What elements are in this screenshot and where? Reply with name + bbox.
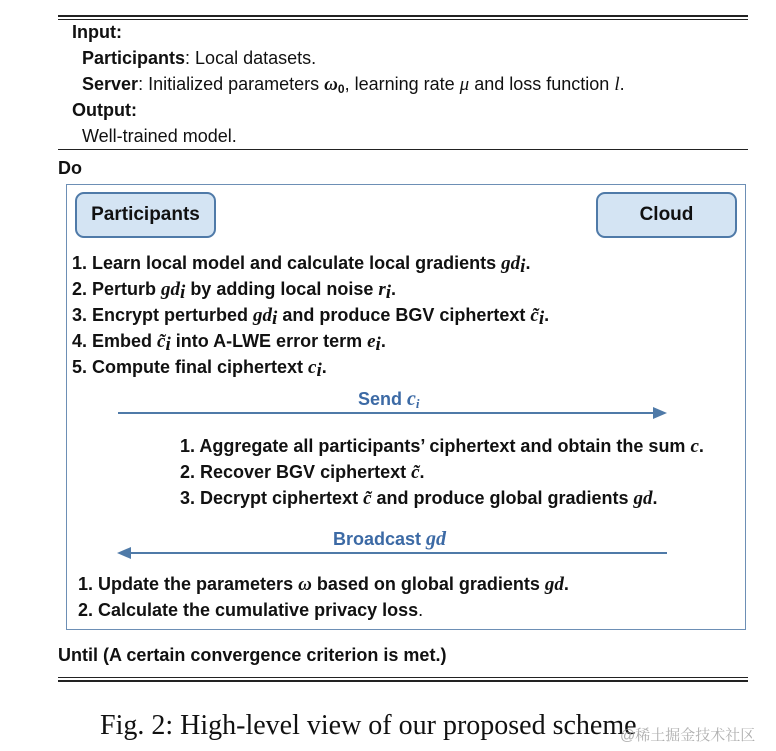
header-divider — [58, 149, 748, 150]
participants-text: : Local datasets. — [185, 48, 317, 68]
update-step-1: 1. Update the parameters ω based on global gradients gd. — [78, 574, 569, 595]
server-input-line — [82, 74, 625, 96]
broadcast-arrow-label: Broadcast gd — [333, 528, 447, 550]
cloud-step-2: 2. Recover BGV ciphertext c̃. — [180, 462, 425, 483]
server-text-3: and loss function — [469, 74, 615, 94]
participant-step-4: 4. Embed $c̃_i$ into A-LWE error term $e_i$. — [72, 331, 386, 355]
bottom-rule-2 — [58, 680, 748, 682]
bottom-rule-1 — [58, 677, 748, 678]
participant-step-1: 1. Learn local model and calculate local gradients $gd_i$. — [72, 253, 531, 277]
figure-caption: Fig. 2: High-level view of our proposed scheme — [100, 710, 637, 741]
cloud-step-1: 1. Aggregate all participants’ ciphertext and obtain the sum c. — [180, 436, 704, 457]
server-loss: l — [614, 74, 620, 95]
send-arrow-label: Send $c_i$ — [358, 388, 420, 411]
server-text-4: . — [619, 74, 625, 94]
broadcast-arrow — [115, 544, 675, 562]
top-rule-1 — [58, 15, 748, 17]
server-param: ω — [324, 74, 338, 95]
participants-box: Participants — [75, 192, 216, 238]
output-label: Output: — [72, 100, 137, 120]
until-text: Until (A certain convergence criterion is met.) — [58, 645, 447, 665]
server-label: Server — [82, 74, 139, 94]
server-lr: μ — [459, 74, 470, 95]
server-text-2: , learning rate — [344, 74, 460, 94]
cloud-step-3: 3. Decrypt ciphertext c̃ and produce global gradients gd. — [180, 488, 658, 509]
watermark: @稀土掘金技术社区 — [620, 727, 756, 744]
participants-input-line — [82, 48, 316, 69]
update-step-2: 2. Calculate the cumulative privacy loss. — [78, 600, 424, 620]
send-arrow — [115, 404, 675, 422]
server-param-sub: 0 — [337, 82, 345, 96]
output-text: Well-trained model. — [82, 126, 237, 146]
participant-step-3: 3. Encrypt perturbed $gd_i$ and produce BGV ciphertext $c̃_i$. — [72, 305, 550, 329]
participant-step-5: 5. Compute final ciphertext $c_i$. — [72, 357, 327, 381]
cloud-box: Cloud — [596, 192, 737, 238]
server-text-1: : Initialized parameters — [138, 74, 325, 94]
do-label: Do — [58, 158, 82, 178]
participants-label: Participants — [82, 48, 186, 68]
top-rule-2 — [58, 19, 748, 20]
participant-step-2: 2. Perturb $gd_i$ by adding local noise $r_i$. — [72, 279, 397, 303]
input-label: Input: — [72, 22, 122, 42]
